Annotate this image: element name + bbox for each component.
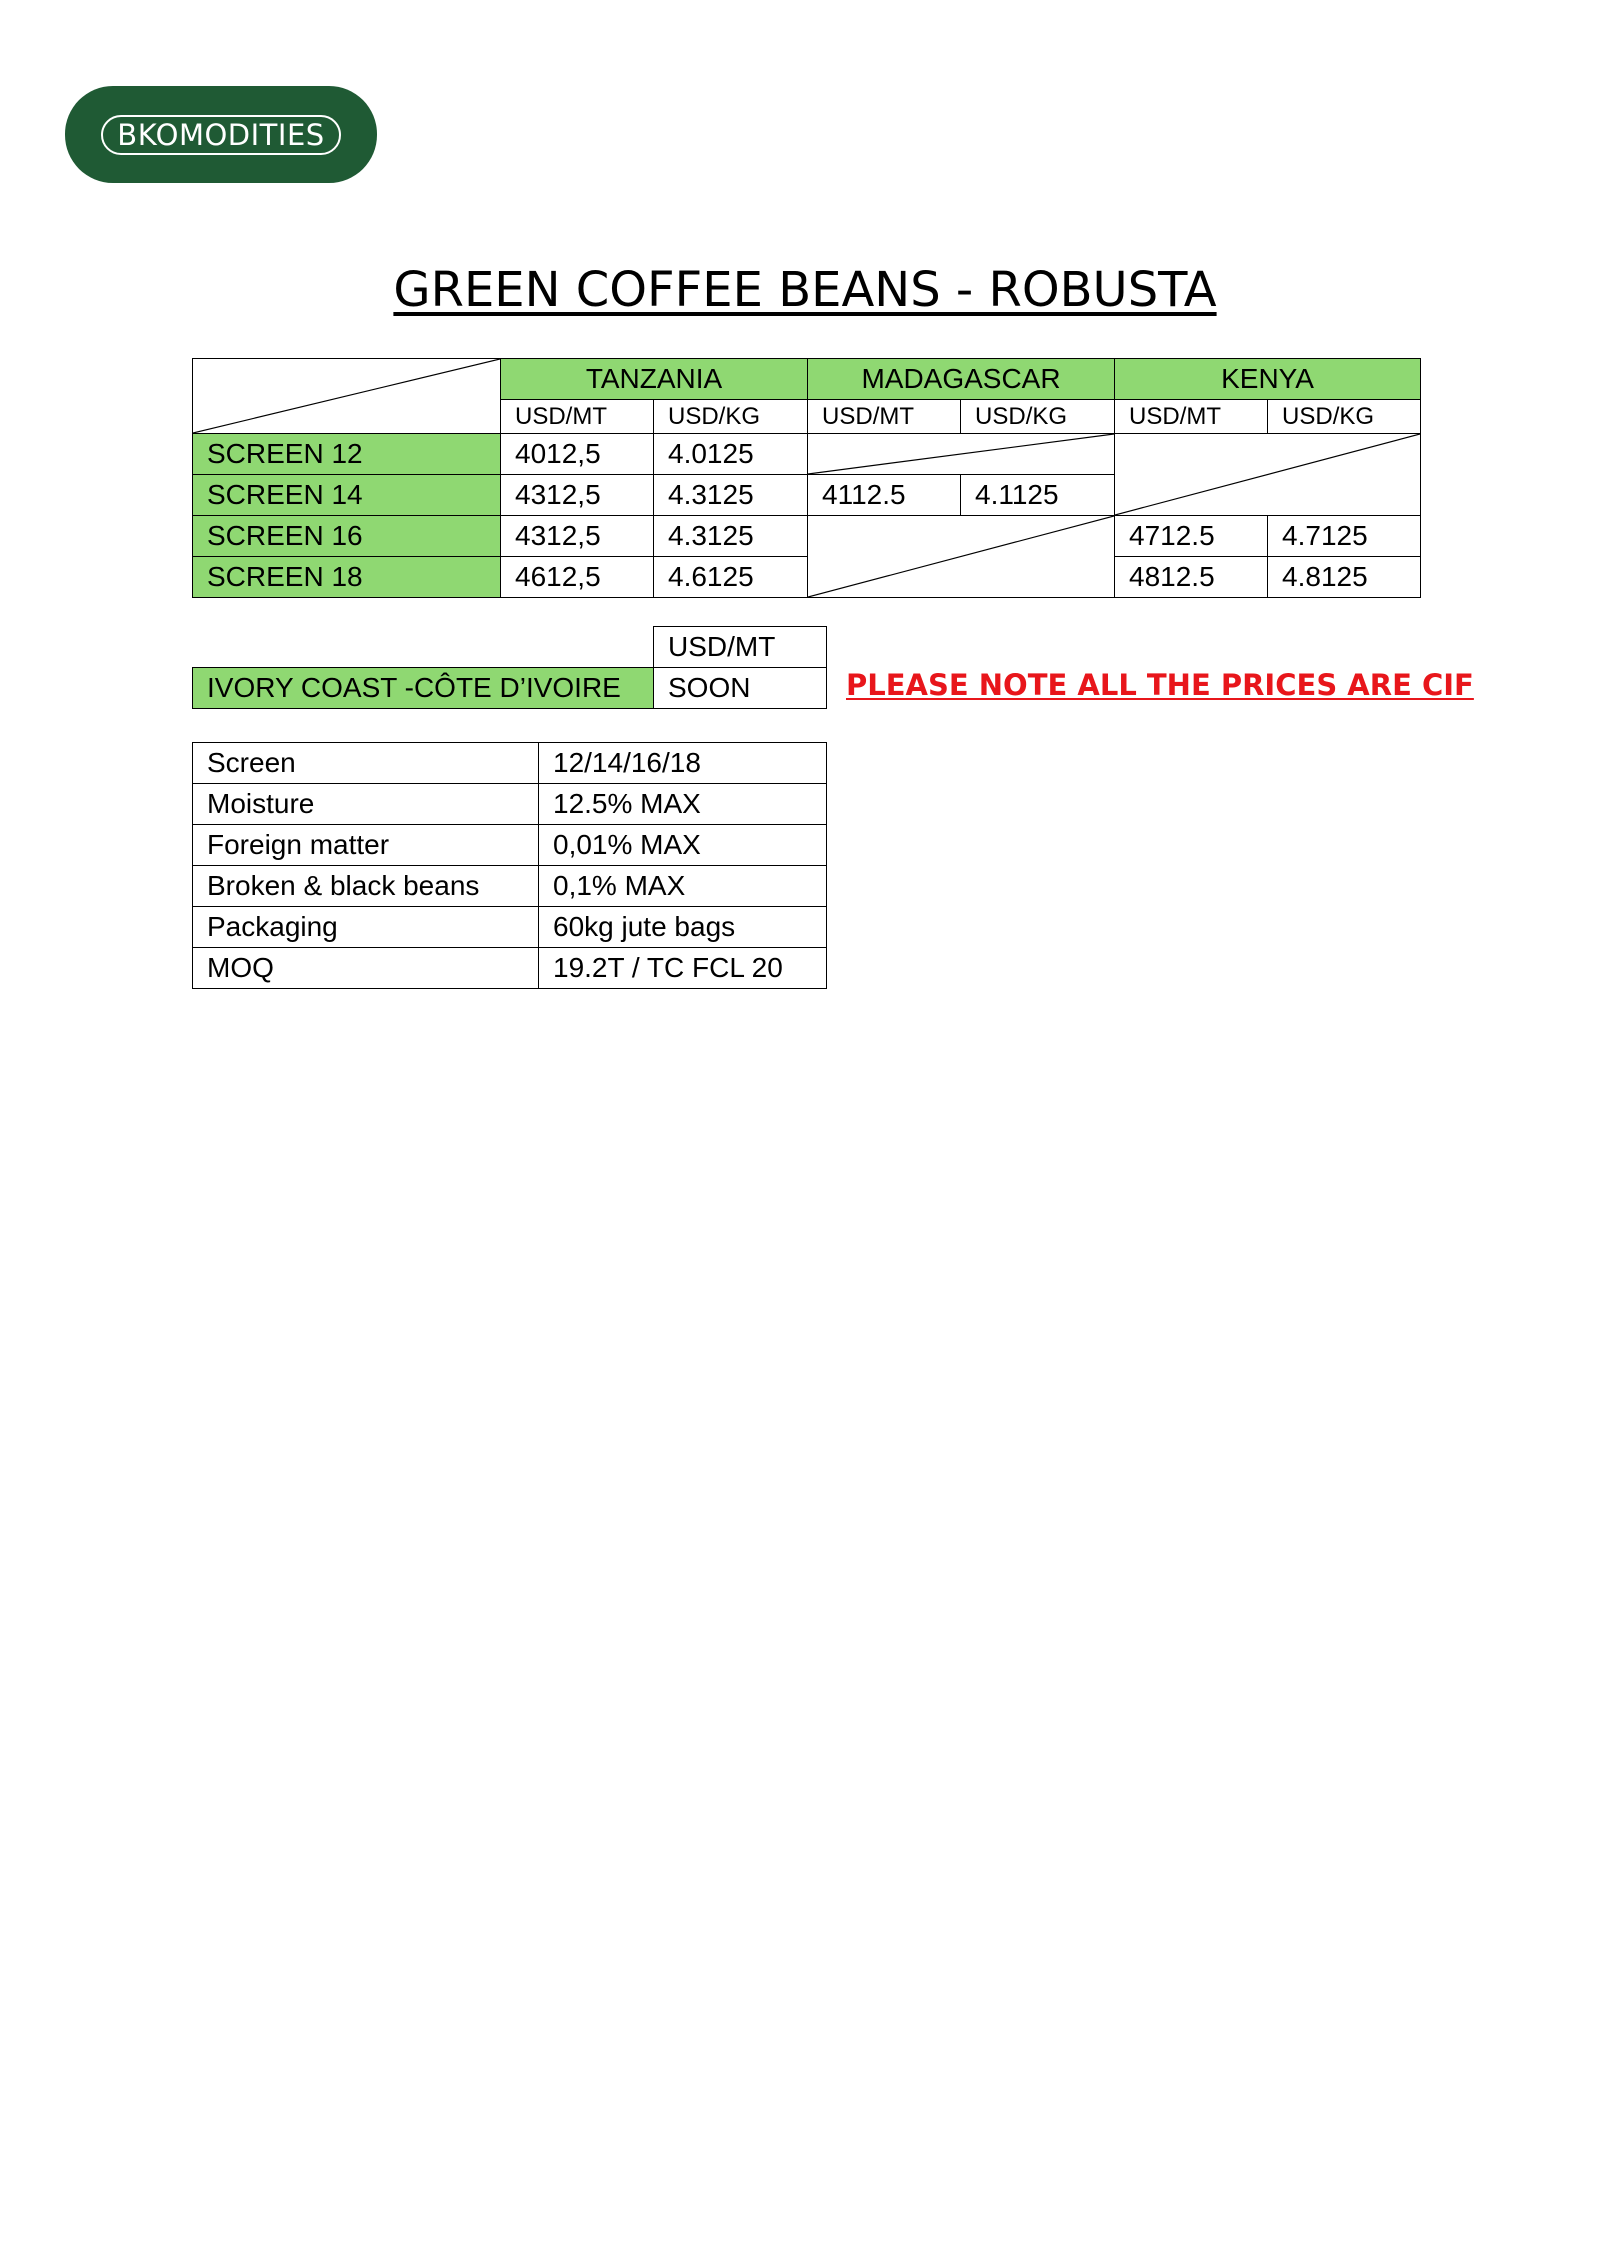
spec-value: 12.5% MAX	[539, 784, 827, 825]
price-cell: 4612,5	[501, 557, 654, 598]
spec-value: 0,01% MAX	[539, 825, 827, 866]
price-cell: 4.3125	[654, 516, 808, 557]
logo-text: BKOMODITIES	[101, 115, 340, 155]
blank-cell	[193, 627, 654, 668]
empty-cell-madagascar	[808, 434, 1115, 475]
row-label: SCREEN 14	[193, 475, 501, 516]
price-cell: 4012,5	[501, 434, 654, 475]
spec-name: Moisture	[193, 784, 539, 825]
price-cell: 4.0125	[654, 434, 808, 475]
unit-header: USD/MT	[501, 400, 654, 434]
unit-header: USD/KG	[1268, 400, 1421, 434]
price-cell: 4712.5	[1115, 516, 1268, 557]
price-cell: 4.6125	[654, 557, 808, 598]
price-cell: 4312,5	[501, 516, 654, 557]
row-label: SCREEN 16	[193, 516, 501, 557]
spec-value: 0,1% MAX	[539, 866, 827, 907]
row-label: SCREEN 12	[193, 434, 501, 475]
row-label: SCREEN 18	[193, 557, 501, 598]
country-header-kenya: KENYA	[1115, 359, 1421, 400]
price-cell: 4.7125	[1268, 516, 1421, 557]
spec-table	[192, 742, 827, 989]
spec-name: Broken & black beans	[193, 866, 539, 907]
price-cell: 4312,5	[501, 475, 654, 516]
unit-header: USD/MT	[1115, 400, 1268, 434]
table-row	[193, 948, 827, 989]
country-header-madagascar: MADAGASCAR	[808, 359, 1115, 400]
row-label: IVORY COAST -CÔTE D’IVOIRE	[193, 668, 654, 709]
spec-name: MOQ	[193, 948, 539, 989]
unit-header: USD/KG	[961, 400, 1115, 434]
spec-name: Screen	[193, 743, 539, 784]
table-row	[193, 516, 1421, 557]
table-row	[193, 743, 827, 784]
spec-name: Foreign matter	[193, 825, 539, 866]
country-header-tanzania: TANZANIA	[501, 359, 808, 400]
unit-header: USD/MT	[808, 400, 961, 434]
price-cell: SOON	[654, 668, 827, 709]
unit-header: USD/KG	[654, 400, 808, 434]
spec-value: 12/14/16/18	[539, 743, 827, 784]
empty-cell-kenya	[1115, 434, 1421, 516]
price-cell: 4.8125	[1268, 557, 1421, 598]
price-cell: 4812.5	[1115, 557, 1268, 598]
page-title: GREEN COFFEE BEANS - ROBUSTA	[393, 262, 1217, 318]
table-row	[193, 784, 827, 825]
price-cell: 4112.5	[808, 475, 961, 516]
empty-cell-madagascar	[808, 516, 1115, 598]
corner-cell	[193, 359, 501, 434]
ivory-coast-table	[192, 626, 827, 709]
spec-value: 19.2T / TC FCL 20	[539, 948, 827, 989]
spec-name: Packaging	[193, 907, 539, 948]
table-row	[193, 907, 827, 948]
price-cell: 4.1125	[961, 475, 1115, 516]
company-logo	[65, 86, 377, 183]
table-row	[193, 557, 1421, 598]
table-row	[193, 866, 827, 907]
price-cell: 4.3125	[654, 475, 808, 516]
cif-note: PLEASE NOTE ALL THE PRICES ARE CIF	[846, 668, 1474, 702]
table-row	[193, 825, 827, 866]
price-table	[192, 358, 1421, 598]
spec-value: 60kg jute bags	[539, 907, 827, 948]
unit-header: USD/MT	[654, 627, 827, 668]
table-row	[193, 434, 1421, 475]
